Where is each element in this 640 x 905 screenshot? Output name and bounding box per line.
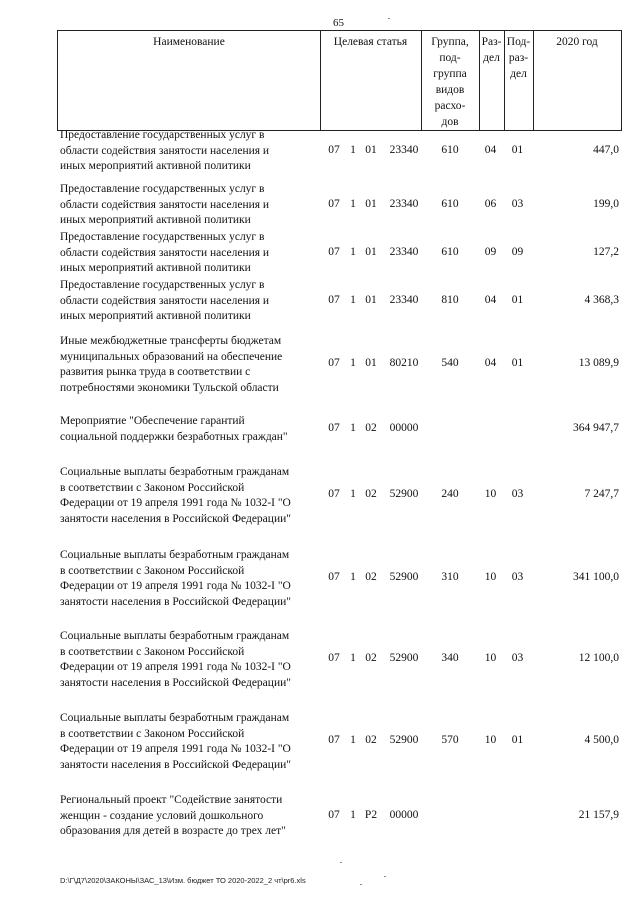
row-name-line: женщин - создание условий дошкольного	[60, 809, 264, 822]
row-name	[60, 711, 322, 773]
target-direction: 00000	[389, 422, 419, 434]
section-code: 10	[484, 734, 497, 746]
header-year: 2020 год	[556, 36, 598, 48]
subsection-code: 03	[511, 571, 524, 583]
row-name-line: Мероприятие "Обеспечение гарантий	[60, 415, 245, 427]
subsection-code: 01	[511, 294, 524, 306]
table-row	[57, 548, 622, 610]
target-subprogram: 1	[350, 652, 356, 664]
section-code: 04	[484, 294, 497, 306]
row-name-line: Федерации от 19 апреля 1991 года № 1032-I "О	[60, 743, 291, 755]
target-event: 01	[365, 198, 377, 210]
amount-2020: 7 247,7	[584, 488, 619, 500]
subsection-code: 09	[511, 246, 524, 258]
expense-group: 310	[441, 571, 459, 583]
target-program: 07	[328, 144, 340, 156]
row-name-line: в соответствии с Законом Российской	[60, 481, 245, 494]
row-name-line: Предоставление государственных услуг в	[60, 129, 265, 141]
table-row	[57, 182, 622, 229]
row-name	[60, 414, 322, 445]
row-name-line: иных мероприятий активной политики	[60, 214, 251, 226]
row-name-line: занятости населения в Российской Федерации"	[60, 512, 291, 525]
target-subprogram: 1	[350, 488, 356, 500]
row-name-line: Социальные выплаты безработным гражданам	[60, 712, 290, 724]
row-name-line: в соответствии с Законом Российской	[60, 645, 245, 658]
row-name-line: социальной поддержки безработных граждан"	[60, 430, 288, 443]
row-name-line: занятости населения в Российской Федерации"	[60, 595, 291, 608]
target-event: 02	[365, 734, 377, 746]
section-code: 04	[484, 144, 497, 156]
row-name	[60, 629, 322, 691]
row-name-line: Федерации от 19 апреля 1991 года № 1032-I "О	[60, 580, 291, 592]
target-program: 07	[328, 422, 340, 434]
table-row	[57, 711, 622, 773]
amount-2020: 4 500,0	[584, 734, 619, 746]
row-name-line: развития рынка труда в соответствии с	[60, 366, 251, 378]
target-direction: 80210	[389, 357, 419, 369]
table-row	[57, 128, 622, 175]
expense-group: 810	[441, 294, 459, 306]
table-row	[57, 629, 622, 691]
row-name	[60, 465, 322, 527]
row-name-line: области содействия занятости населения и	[60, 246, 270, 259]
row-name-line: Предоставление государственных услуг в	[60, 231, 265, 243]
row-name	[60, 128, 322, 175]
amount-2020: 4 368,3	[584, 294, 619, 306]
row-name-line: образования для детей в возрасте до трех лет"	[60, 825, 286, 837]
target-subprogram: 1	[350, 357, 356, 369]
target-program: 07	[328, 294, 340, 306]
table-row	[57, 465, 622, 527]
header-section-line: дел	[483, 52, 500, 64]
section-code: 10	[484, 652, 497, 664]
row-name-line: Предоставление государственных услуг в	[60, 183, 265, 195]
target-event: 02	[365, 571, 377, 583]
header-subsection-line: Под-	[506, 36, 531, 48]
target-subprogram: 1	[350, 198, 356, 210]
scan-speck	[384, 876, 386, 877]
table-header	[57, 30, 622, 131]
header-name: Наименование	[153, 36, 225, 48]
row-name-line: иных мероприятий активной политики	[60, 262, 251, 274]
row-name-line: в соответствии с Законом Российской	[60, 727, 245, 740]
amount-2020: 13 089,9	[578, 357, 619, 369]
target-direction: 52900	[389, 734, 419, 746]
header-group-line: Группа,	[431, 36, 469, 48]
expense-group: 340	[441, 652, 459, 664]
target-event: 02	[365, 652, 377, 664]
target-event: 01	[365, 357, 377, 369]
subsection-code: 03	[511, 198, 524, 210]
target-subprogram: 1	[350, 294, 356, 306]
section-code: 09	[484, 246, 497, 258]
subsection-code: 03	[511, 488, 524, 500]
section-code: 04	[484, 357, 497, 369]
row-name-line: Социальные выплаты безработным гражданам	[60, 630, 290, 642]
expense-group: 540	[441, 357, 459, 369]
table-row	[57, 793, 622, 840]
row-name-line: потребностями экономики Тульской области	[60, 381, 279, 394]
row-name	[60, 334, 322, 396]
header-section-line: Раз-	[481, 36, 502, 48]
amount-2020: 341 100,0	[573, 571, 619, 583]
row-name	[60, 278, 322, 325]
table-row	[57, 230, 622, 277]
header-group-line: видов	[435, 84, 465, 96]
amount-2020: 12 100,0	[578, 652, 619, 664]
target-direction: 52900	[389, 652, 419, 664]
amount-2020: 127,2	[593, 246, 619, 258]
row-name-line: области содействия занятости населения и	[60, 144, 270, 157]
section-code: 06	[484, 198, 497, 210]
header-subsection-line: дел	[510, 68, 527, 80]
row-name-line: занятости населения в Российской Федерации"	[60, 758, 291, 771]
amount-2020: 447,0	[593, 144, 619, 156]
target-direction: 23340	[389, 144, 419, 156]
target-event: 02	[365, 422, 377, 434]
header-group-line: группа	[433, 68, 467, 80]
row-name-line: муниципальных образований на обеспечение	[60, 350, 283, 363]
scan-speck	[340, 862, 342, 863]
target-subprogram: 1	[350, 144, 356, 156]
expense-group: 570	[441, 734, 459, 746]
target-event: 02	[365, 488, 377, 500]
row-name-line: Федерации от 19 апреля 1991 года № 1032-I "О	[60, 497, 291, 509]
target-subprogram: 1	[350, 246, 356, 258]
subsection-code: 03	[511, 652, 524, 664]
row-name-line: Федерации от 19 апреля 1991 года № 1032-I "О	[60, 661, 291, 673]
target-event: P2	[364, 809, 378, 821]
subsection-code: 01	[511, 144, 524, 156]
target-direction: 23340	[389, 198, 419, 210]
target-event: 01	[365, 246, 377, 258]
target-program: 07	[328, 198, 340, 210]
amount-2020: 21 157,9	[578, 809, 619, 821]
section-code: 10	[484, 488, 497, 500]
row-name	[60, 182, 322, 229]
footer-file-path: D:\Г\Д7\2020\ЗАКОНЫ\ЗАС_13\Изм. бюджет ТО 2020-2022_2 чт\pr6.xls	[60, 876, 306, 885]
scan-speck	[360, 884, 362, 885]
target-direction: 23340	[389, 294, 419, 306]
header-subsection-line: раз-	[508, 52, 529, 64]
target-event: 01	[365, 294, 377, 306]
row-name-line: Региональный проект "Содействие занятости	[60, 794, 283, 806]
table-row	[57, 334, 622, 396]
subsection-code: 01	[511, 357, 524, 369]
target-direction: 00000	[389, 809, 419, 821]
table-row	[57, 414, 622, 445]
target-event: 01	[365, 144, 377, 156]
target-program: 07	[328, 357, 340, 369]
subsection-code: 01	[511, 734, 524, 746]
row-name-line: иных мероприятий активной политики	[60, 310, 251, 322]
target-subprogram: 1	[350, 571, 356, 583]
row-name	[60, 548, 322, 610]
row-name-line: области содействия занятости населения и	[60, 198, 270, 211]
target-subprogram: 1	[350, 809, 356, 821]
target-subprogram: 1	[350, 422, 356, 434]
target-direction: 52900	[389, 571, 419, 583]
row-name	[60, 230, 322, 277]
target-program: 07	[328, 652, 340, 664]
scan-speck	[388, 18, 390, 19]
amount-2020: 199,0	[593, 198, 619, 210]
target-program: 07	[328, 246, 340, 258]
header-group	[421, 34, 479, 130]
page-number: 65	[333, 17, 344, 29]
header-group-line: дов	[441, 116, 459, 128]
header-target: Целевая статья	[333, 36, 408, 48]
target-subprogram: 1	[350, 734, 356, 746]
target-program: 07	[328, 488, 340, 500]
header-group-line: расхо-	[434, 100, 466, 112]
row-name-line: занятости населения в Российской Федерации"	[60, 676, 291, 689]
row-name-line: Социальные выплаты безработным гражданам	[60, 549, 290, 561]
target-program: 07	[328, 734, 340, 746]
amount-2020: 364 947,7	[573, 422, 619, 434]
expense-group: 610	[441, 246, 459, 258]
row-name-line: иных мероприятий активной политики	[60, 160, 251, 172]
header-group-line: под-	[439, 52, 461, 64]
target-program: 07	[328, 571, 340, 583]
expense-group: 610	[441, 198, 459, 210]
row-name-line: области содействия занятости населения и	[60, 294, 270, 307]
target-direction: 23340	[389, 246, 419, 258]
row-name-line: Социальные выплаты безработным гражданам	[60, 466, 290, 478]
row-name-line: Предоставление государственных услуг в	[60, 279, 265, 291]
section-code: 10	[484, 571, 497, 583]
table-row	[57, 278, 622, 325]
row-name-line: в соответствии с Законом Российской	[60, 564, 245, 577]
row-name-line: Иные межбюджетные трансферты бюджетам	[60, 335, 282, 347]
expense-group: 610	[441, 144, 459, 156]
target-program: 07	[328, 809, 340, 821]
row-name	[60, 793, 322, 840]
expense-group: 240	[441, 488, 459, 500]
header-subsection	[504, 34, 533, 82]
target-direction: 52900	[389, 488, 419, 500]
header-section	[479, 34, 504, 66]
